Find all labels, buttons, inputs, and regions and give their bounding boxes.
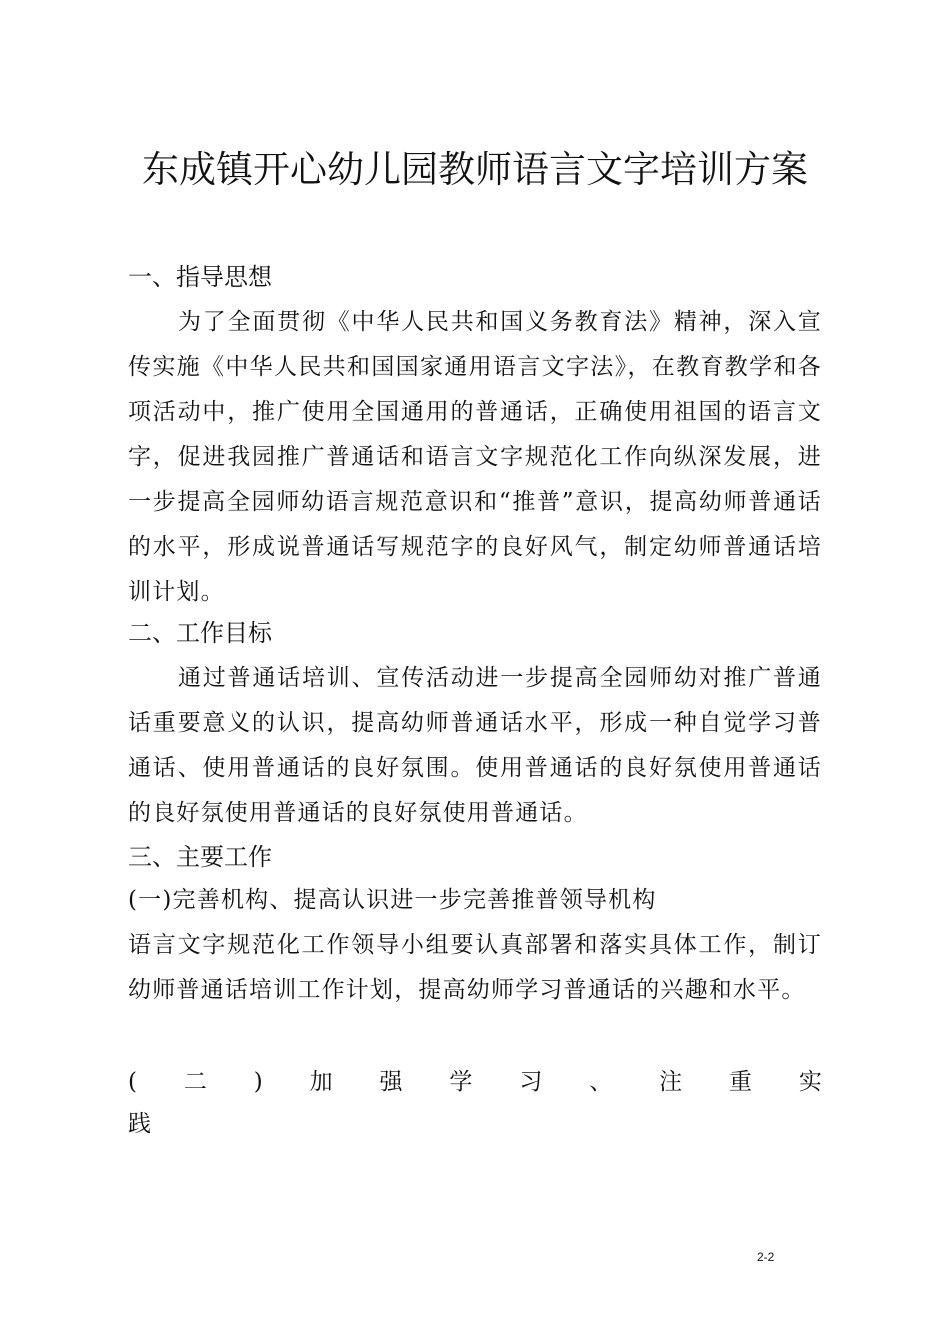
subsection-heading-practice <box>128 1066 822 1098</box>
document-title: 东成镇开心幼儿园教师语言文字培训方案 <box>142 148 808 191</box>
spread-char: 习 <box>519 1069 543 1095</box>
section-paragraph-main-work: 语言文字规范化工作领导小组要认真部署和落实具体工作，制订幼师普通话培训工作计划，提高幼师学习普通话的兴趣和水平。 <box>128 932 822 1003</box>
spread-char: 学 <box>449 1069 473 1095</box>
section-heading-work-goals: 二、工作目标 <box>128 619 272 647</box>
spread-char: 注 <box>659 1069 683 1095</box>
spread-char: 强 <box>379 1069 403 1095</box>
section-paragraph-work-goals: 通过普通话培训、宣传活动进一步提高全园师幼对推广普通话重要意义的认识，提高幼师普通话水平，形成一种自觉学习普通话、使用普通话的良好氛围。使用普通话的良好氛使用普通话的良好氛使用普通话的良好氛使用普通话。 <box>128 665 822 826</box>
spread-char: 重 <box>728 1069 752 1095</box>
spread-char: 、 <box>589 1069 613 1095</box>
subsection-heading-practice-tail: 践 <box>128 1111 151 1137</box>
spread-char: 二 <box>183 1069 207 1095</box>
page-number: 2-2 <box>757 1250 775 1264</box>
spread-char: ( <box>128 1069 137 1095</box>
spread-char: 加 <box>309 1069 333 1095</box>
section-paragraph-guiding-thought: 为了全面贯彻《中华人民共和国义务教育法》精神，深入宣传实施《中华人民共和国国家通用语言文字法》，在教育教学和各项活动中，推广使用全国通用的普通话，正确使用祖国的语言文字，促进我园推广普通话和语言文字规范化工作向纵深发展，进一步提高全园师幼语言规范意识和“推普”意识，提高幼师普通话的水平，形成说普通话写规范字的良好风气，制定幼师普通话培训计划。 <box>128 309 822 605</box>
subsection-heading-organization: (一)完善机构、提高认识进一步完善推普领导机构 <box>128 887 657 913</box>
spread-char: 实 <box>798 1069 822 1095</box>
section-heading-guiding-thought: 一、指导思想 <box>128 263 272 291</box>
section-heading-main-work: 三、主要工作 <box>128 843 272 871</box>
spread-char: ) <box>253 1069 263 1095</box>
